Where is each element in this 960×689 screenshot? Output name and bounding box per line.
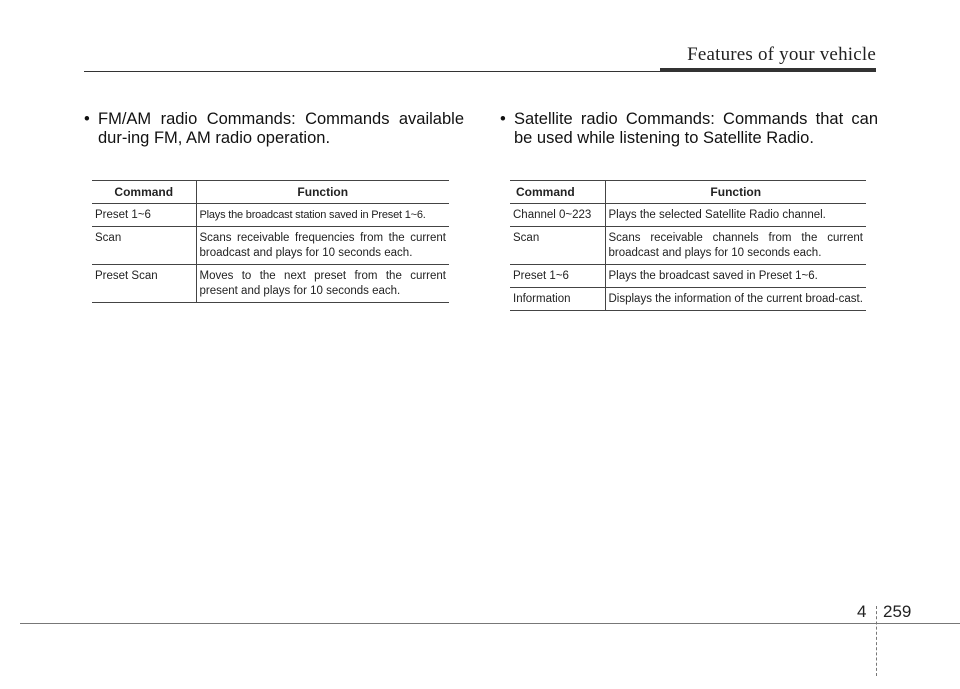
table-row	[510, 265, 866, 288]
header-rule-accent	[660, 68, 876, 72]
footer-rule	[20, 623, 960, 624]
table-row	[510, 227, 866, 265]
section-header-title: Features of your vehicle	[687, 44, 876, 65]
command-cell: Preset 1~6	[92, 204, 196, 227]
page-number: 259	[883, 602, 912, 621]
table-header-row	[92, 181, 449, 204]
function-cell: Plays the selected Satellite Radio channel.	[605, 204, 866, 227]
column-header-function: Function	[196, 181, 449, 204]
column-header-command: Command	[510, 181, 605, 204]
column-header-function: Function	[605, 181, 866, 204]
chapter-number: 4	[857, 602, 867, 621]
header-rule	[84, 71, 676, 72]
command-cell: Information	[510, 288, 605, 311]
function-cell: Scans receivable channels from the current broadcast and plays for 10 seconds each.	[605, 227, 866, 265]
right-column	[500, 110, 878, 311]
table-row	[510, 204, 866, 227]
satellite-command-table	[510, 180, 866, 311]
table-row	[92, 227, 449, 265]
table-row	[92, 265, 449, 303]
function-cell: Plays the broadcast station saved in Preset 1~6.	[196, 204, 449, 227]
function-cell: Displays the information of the current broad-cast.	[605, 288, 866, 311]
bullet-icon: •	[84, 110, 90, 128]
table-row	[510, 288, 866, 311]
satellite-intro-text: Satellite radio Commands: Commands that can be used while listening to Satellite Radio.	[514, 110, 878, 147]
left-column	[84, 110, 464, 303]
function-cell: Moves to the next preset from the current present and plays for 10 seconds each.	[196, 265, 449, 303]
function-cell: Scans receivable frequencies from the current broadcast and plays for 10 seconds each.	[196, 227, 449, 265]
command-cell: Scan	[92, 227, 196, 265]
column-header-command: Command	[92, 181, 196, 204]
command-cell: Channel 0~223	[510, 204, 605, 227]
fm-am-command-table	[92, 180, 449, 303]
table-header-row	[510, 181, 866, 204]
command-cell: Scan	[510, 227, 605, 265]
function-cell: Plays the broadcast saved in Preset 1~6.	[605, 265, 866, 288]
command-cell: Preset 1~6	[510, 265, 605, 288]
command-cell: Preset Scan	[92, 265, 196, 303]
satellite-intro	[500, 110, 878, 148]
footer-divider	[876, 606, 878, 676]
bullet-icon: •	[500, 110, 506, 128]
fm-am-intro	[84, 110, 464, 148]
table-row	[92, 204, 449, 227]
fm-am-intro-text: FM/AM radio Commands: Commands available dur-ing FM, AM radio operation.	[98, 110, 464, 147]
